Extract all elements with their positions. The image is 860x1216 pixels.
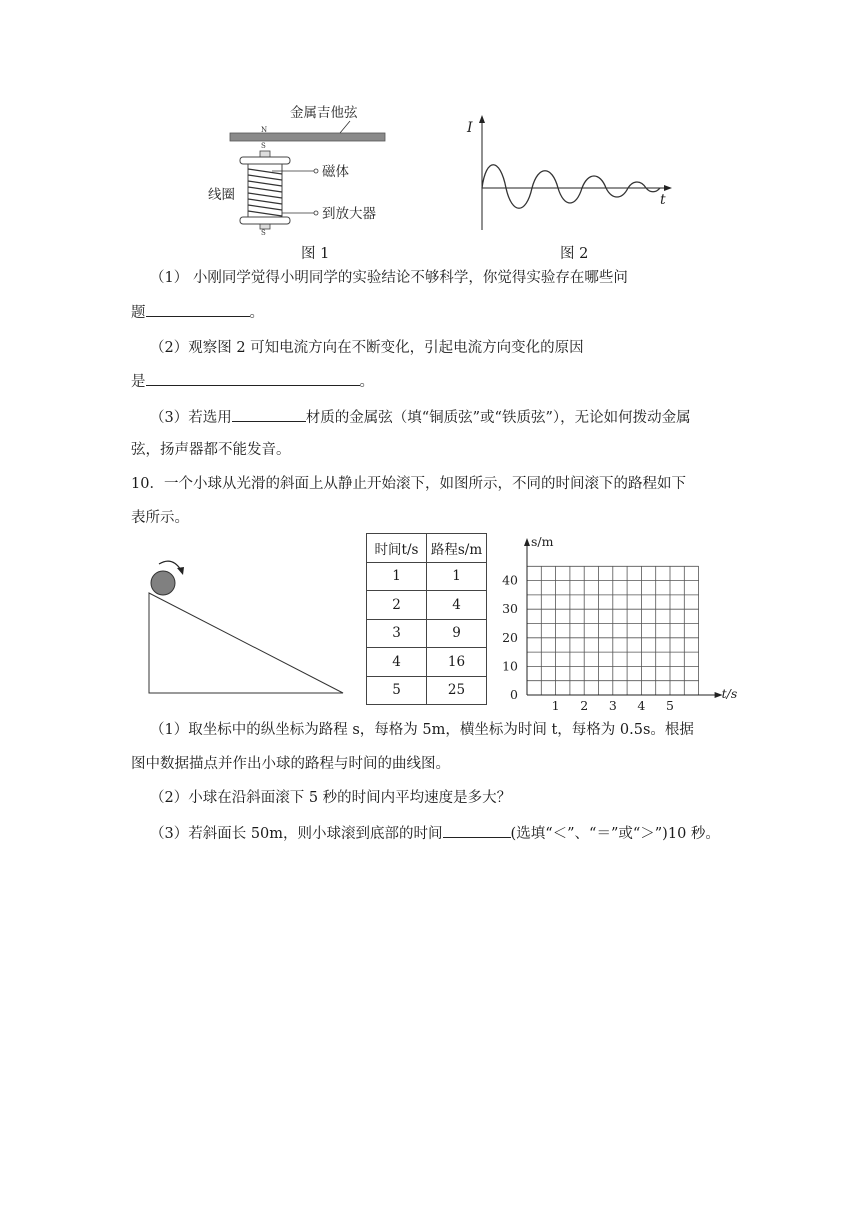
table-row xyxy=(367,648,487,677)
table-cell: 4 xyxy=(427,591,487,620)
rotation-arrowhead xyxy=(177,567,184,575)
q9-part2-line1: （2）观察图 2 可知电流方向在不断变化，引起电流方向变化的原因 xyxy=(150,340,584,356)
q9-part1-prefix: 题 xyxy=(131,305,146,321)
q9-part1-end: 。 xyxy=(249,305,264,321)
grid-x-tick: 1 xyxy=(551,698,560,713)
incline-figure xyxy=(140,550,350,700)
figure-1-caption: 图 1 xyxy=(301,246,330,262)
q10-part1-line2: 图中数据描点并作出小球的路程与时间的曲线图。 xyxy=(131,756,450,772)
grid-y-tick: 0 xyxy=(510,687,518,702)
q10-stem-line2: 表所示。 xyxy=(131,510,189,526)
table-cell: 25 xyxy=(427,676,487,705)
q10-part3-suffix: (选填“＜”、“＝”或“＞”)10 秒。 xyxy=(510,826,720,842)
q9-part2-end: 。 xyxy=(359,374,374,390)
grid-x-tick: 2 xyxy=(580,698,589,713)
grid-y-arrow xyxy=(524,538,530,546)
table-cell: 2 xyxy=(367,591,427,620)
coil-top-flange xyxy=(240,157,290,164)
q9-part3-line2: 弦，扬声器都不能发音。 xyxy=(131,442,291,458)
grid-x-tick: 3 xyxy=(608,698,617,713)
fig2-y-arrow xyxy=(479,115,485,123)
grid-y-tick: 20 xyxy=(502,629,518,645)
table-cell: 5 xyxy=(367,676,427,705)
pole-s-bottom: S xyxy=(261,229,266,237)
grid-y-tick: 40 xyxy=(502,572,518,588)
amp-label: 到放大器 xyxy=(322,206,376,222)
figure-2-current-waveform xyxy=(460,112,680,237)
grid-y-tick: 10 xyxy=(502,658,518,674)
string-leader-line xyxy=(340,121,350,133)
grid-y-tick: 30 xyxy=(502,601,518,617)
figure-1-coil-diagram xyxy=(200,95,400,240)
magnet-label: 磁体 xyxy=(322,164,349,180)
fig2-x-arrow xyxy=(664,185,672,191)
q10-part2: （2）小球在沿斜面滚下 5 秒的时间内平均速度是多大？ xyxy=(150,790,512,806)
coil-bottom-flange xyxy=(240,217,290,224)
pole-s-top: S xyxy=(261,142,266,150)
table-cell: 9 xyxy=(427,619,487,648)
q9-part3-line1 xyxy=(150,406,691,428)
table-header-row xyxy=(367,534,487,563)
fig2-x-label: t xyxy=(660,192,666,208)
q10-part3 xyxy=(150,822,720,844)
magnet-terminal xyxy=(314,169,318,173)
table-cell: 4 xyxy=(367,648,427,677)
q10-part3-prefix: （3）若斜面长 50m，则小球滚到底部的时间 xyxy=(150,826,443,842)
table-row xyxy=(367,591,487,620)
q9-part3-prefix: （3）若选用 xyxy=(150,410,232,426)
q9-part1-line2 xyxy=(131,301,264,323)
q9-part3-suffix: 材质的金属弦（填“铜质弦”或“铁质弦”），无论如何拨动金属 xyxy=(305,410,691,426)
table-cell: 3 xyxy=(367,619,427,648)
table-header-cell: 时间t/s xyxy=(367,534,427,563)
q9-part3-answer-blank[interactable] xyxy=(232,406,306,422)
grid-x-label: t/s xyxy=(721,686,738,701)
table-cell: 1 xyxy=(427,562,487,591)
incline-triangle xyxy=(149,593,343,693)
grid-x-tick: 4 xyxy=(637,698,646,713)
fig2-y-label: I xyxy=(467,120,473,136)
table-row xyxy=(367,676,487,705)
q10-part1-line1: （1）取坐标中的纵坐标为路程 s，每格为 5m，横坐标为时间 t，每格为 0.5s。根据 xyxy=(150,722,694,738)
pole-n-top: N xyxy=(261,126,268,134)
time-distance-table xyxy=(366,533,487,705)
amp-terminal xyxy=(314,211,318,215)
table-cell: 1 xyxy=(367,562,427,591)
coil-label: 线圈 xyxy=(208,187,235,203)
fig2-damped-oscillation xyxy=(482,165,660,209)
q10-stem-line1: 10．一个小球从光滑的斜面上从静止开始滚下，如图所示，不同的时间滚下的路程如下 xyxy=(131,476,686,492)
grid-y-label: s/m xyxy=(531,534,554,549)
q9-part1-line1: （1） 小刚同学觉得小明同学的实验结论不够科学，你觉得实验存在哪些问 xyxy=(150,270,628,286)
grid-x-tick: 5 xyxy=(666,698,674,713)
table-row xyxy=(367,619,487,648)
string-label: 金属吉他弦 xyxy=(290,105,358,121)
figure-2-caption: 图 2 xyxy=(560,246,589,262)
table-cell: 16 xyxy=(427,648,487,677)
q9-part1-answer-blank[interactable] xyxy=(146,301,250,317)
q9-part2-line2 xyxy=(131,370,374,392)
q9-part2-answer-blank[interactable] xyxy=(146,370,360,386)
distance-time-grid xyxy=(500,534,740,716)
ball xyxy=(151,571,175,595)
guitar-string-bar xyxy=(230,133,385,141)
table-row xyxy=(367,562,487,591)
q10-part3-answer-blank[interactable] xyxy=(443,822,511,838)
q9-part2-prefix: 是 xyxy=(131,374,146,390)
table-header-cell: 路程s/m xyxy=(427,534,487,563)
